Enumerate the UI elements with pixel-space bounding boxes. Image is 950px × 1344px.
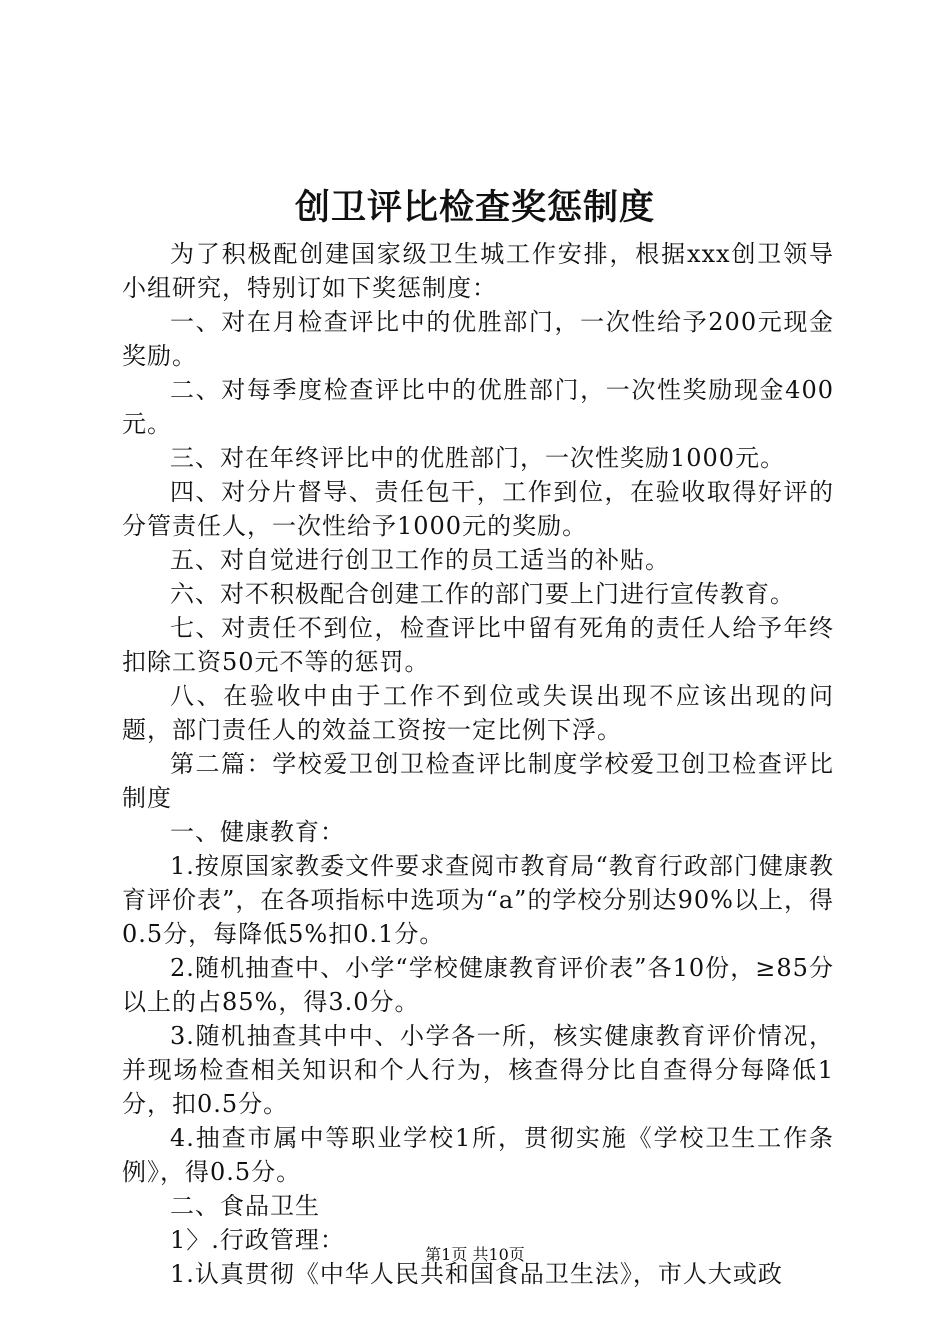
paragraph-health-1: 1.按原国家教委文件要求查阅市教育局“教育行政部门健康教育评价表”，在各项指标中选项为“a”的学校分别达90%以上，得0.5分，每降低5%扣0.1分。	[122, 852, 834, 948]
paragraph-health-3: 3.随机抽查其中中、小学各一所，核实健康教育评价情况，并现场检查相关知识和个人行为，核查得分比自查得分每降低1分，扣0.5分。	[122, 1022, 834, 1118]
paragraph-item-1: 一、对在月检查评比中的优胜部门，一次性给予200元现金奖励。	[122, 308, 834, 370]
document-title: 创卫评比检查奖惩制度	[294, 187, 655, 228]
paragraph-health-4: 4.抽查市属中等职业学校1所，贯彻实施《学校卫生工作条例》，得0.5分。	[122, 1124, 834, 1186]
subsection-heading-administration: 1〉.行政管理：	[170, 1226, 345, 1254]
section-heading-health-education: 一、健康教育：	[170, 818, 345, 846]
paragraph-item-6: 六、对不积极配合创建工作的部门要上门进行宣传教育。	[170, 580, 795, 608]
document-body	[122, 237, 834, 1291]
paragraph-item-5: 五、对自觉进行创卫工作的员工适当的补贴。	[170, 546, 670, 574]
section-heading-food-hygiene: 二、食品卫生	[170, 1192, 320, 1220]
paragraph-item-3: 三、对在年终评比中的优胜部门，一次性奖励1000元。	[170, 444, 786, 472]
paragraph-health-2: 2.随机抽查中、小学“学校健康教育评价表”各10份，≥85分以上的占85%，得3.0分。	[122, 954, 834, 1016]
section-heading-part-two: 第二篇：学校爱卫创卫检查评比制度学校爱卫创卫检查评比制度	[122, 750, 834, 812]
paragraph-item-2: 二、对每季度检查评比中的优胜部门，一次性奖励现金400元。	[122, 376, 834, 438]
paragraph-intro: 为了积极配创建国家级卫生城工作安排，根据xxx创卫领导小组研究，特别订如下奖惩制度：	[122, 240, 834, 302]
page-number-footer: 第1页 共10页	[425, 1245, 525, 1264]
paragraph-food-1: 1.认真贯彻《中华人民共和国食品卫生法》，市人大或政	[170, 1260, 783, 1288]
paragraph-item-8: 八、在验收中由于工作不到位或失误出现不应该出现的问题，部门责任人的效益工资按一定比例下浮。	[122, 682, 834, 744]
paragraph-item-4: 四、对分片督导、责任包干，工作到位，在验收取得好评的分管责任人，一次性给予1000元的奖励。	[122, 478, 834, 540]
paragraph-item-7: 七、对责任不到位，检查评比中留有死角的责任人给予年终扣除工资50元不等的惩罚。	[122, 614, 834, 676]
